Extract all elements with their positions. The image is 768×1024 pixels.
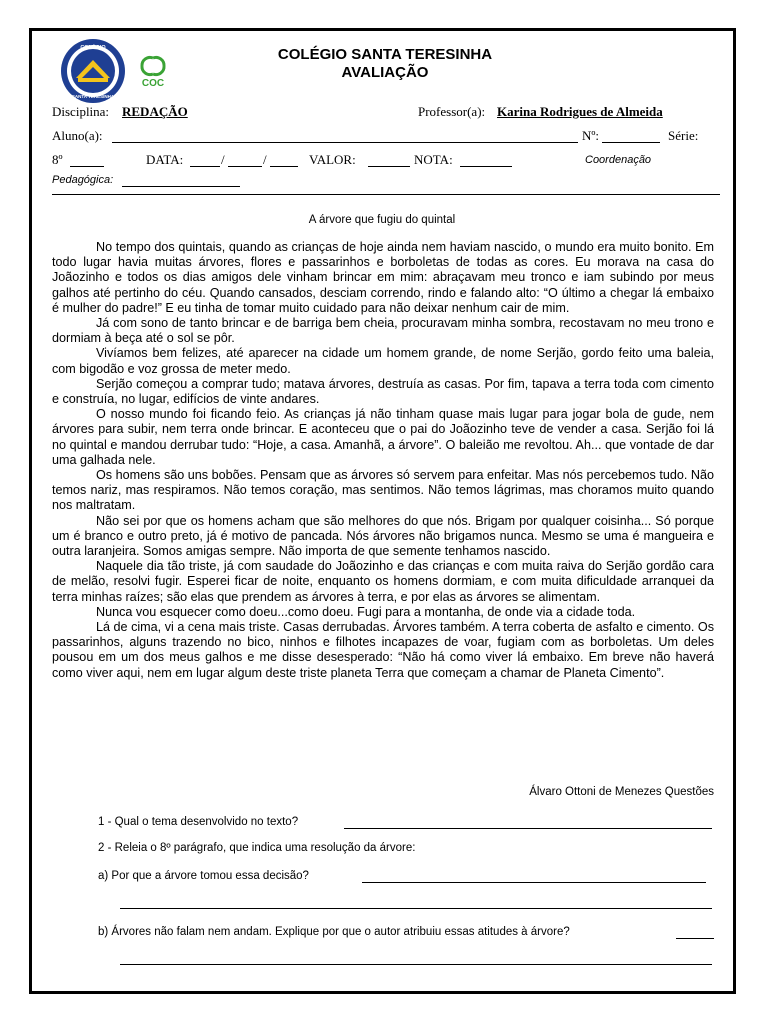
pedagogica-label: Pedagógica: [52,174,114,186]
disciplina-label: Disciplina: [52,104,110,119]
serie-value: 8º [52,152,63,167]
school-name: COLÉGIO SANTA TERESINHA [277,46,493,63]
question-2a: a) Por que a árvore tomou essa decisão? [98,870,309,882]
story-paragraph: No tempo dos quintais, quando as crianças de hoje ainda nem haviam nascido, o mundo era muito bonito. Em todo lugar havia muitas árvores, flores e passarinhos e borboletas de todas as cores. Eu morava na casa do Joãozinho e todos os dias amigos dele vinham brincar em mim: abraçavam meu tronco e iam subindo por meus galhos até pertinho do céu. Quando cansados, desciam correndo, rindo e falando alto: “O último a chegar lá embaixo é mulher do padre!” E eu tinha de tomar muito cuidado para não deixar nenhum cair de mim. [52,240,714,315]
question-1: 1 - Qual o tema desenvolvido no texto? [98,816,299,828]
story-paragraph: Naquele dia tão triste, já com saudade do Joãozinho e das crianças e com muita raiva do Serjão gordão cara de melão, resolvi fugir. Esperei ficar de noite, enquanto os homens dormiam, e com muita dificuldade arranquei da terra minhas raízes; são elas que prendem as árvores à terra, e por elas as árvores se alimentam. [52,559,714,604]
pedagogica-field[interactable] [122,186,240,187]
story-paragraph: Lá de cima, vi a cena mais triste. Casas derrubadas. Árvores também. A terra coberta de asfalto e cimento. Os passarinhos, alguns trazendo no bico, ninhos e filhotes incapazes de voar, fugiam com as borboletas. Um deles pousou em um dos meus galhos e me disse desesperado: “Não há como viver lá embaixo. Em breve não haverá como viver aqui, nem em lugar algum deste triste planeta Terra que começam a chamar de Planeta Cimento”. [52,620,714,680]
professor-label: Professor(a): [418,104,486,119]
story-body [52,240,714,681]
serie-field[interactable] [70,166,104,167]
nota-label: NOTA: [414,152,453,167]
story-paragraph: Nunca vou esquecer como doeu...como doeu. Fugi para a montanha, de onde via a cidade toda. [96,604,636,619]
question-2b: b) Árvores não falam nem andam. Explique por que o autor atribuiu essas atitudes à árvore? [98,926,570,938]
question-2a-answer-line[interactable] [362,882,706,883]
question-2: 2 - Releia o 8º parágrafo, que indica uma resolução da árvore: [98,842,416,854]
nota-field[interactable] [460,166,512,167]
data-separator-1: / [221,152,225,167]
data-month-field[interactable] [228,166,262,167]
school-seal-logo [60,38,126,104]
story-paragraph: O nosso mundo foi ficando feio. As crianças já não tinham quase mais lugar para jogar bola de gude, nem árvores para subir, nem terra onde brincar. E aconteceu que o pai do Joãozinho teve de vender a casa. Serjão foi lá no quintal e mandou derrubar tudo: “Hoje, a casa. Amanhã, a árvore”. O baleião me revoltou. Ah... que vontade de dar uma galhada nele. [52,407,714,467]
data-label: DATA: [146,152,184,167]
coc-logo-text: COC [141,78,165,89]
disciplina-value: REDAÇÃO [122,104,188,119]
exam-title: AVALIAÇÃO [341,64,429,81]
numero-label: Nº: [582,128,600,143]
story-paragraph: Vivíamos bem felizes, até aparecer na cidade um homem grande, de nome Serjão, gordo feito uma baleia, com bigodão e voz grossa de meter medo. [52,346,714,376]
aluno-field[interactable] [112,142,578,143]
story-paragraph: Não sei por que os homens acham que são melhores do que nós. Brigam por qualquer coisinha... Só porque um é branco e outro preto, já é motivo de pancada. Nós árvores não brigamos nunca. Mesmo se uma é mangueira e outra laranjeira. Somos amigas sempre. Não importa de que semente tenhamos nascido. [52,513,714,559]
valor-field[interactable] [368,166,410,167]
author-credit: Álvaro Ottoni de Menezes Questões [529,786,714,798]
numero-field[interactable] [602,142,660,143]
story-paragraph: Serjão começou a comprar tudo; matava árvores, destruía as casas. Por fim, tapava a terra toda com cimento e construía, no lugar, edifícios de vinte andares. [52,376,714,407]
serie-label: Série: [668,128,699,143]
story-paragraph: Os homens são uns bobões. Pensam que as árvores só servem para enfeitar. Mas nós percebemos tudo. Não temos nariz, mas respiramos. Não temos coração, mas sentimos. Não temos lágrimas, mas choramos muito quando nos maltratam. [52,468,714,513]
story-title: A árvore que fugiu do quintal [308,214,456,226]
valor-label: VALOR: [309,152,356,167]
header-divider [52,194,720,195]
story-paragraph: Já com sono de tanto brincar e de barriga bem cheia, procuravam minha sombra, recostavam no meu trono e dormiam à beça até o sol se pôr. [52,316,714,346]
svg-text:COLÉGIO: COLÉGIO [80,45,106,51]
coordenacao-label: Coordenação [585,154,652,166]
data-year-field[interactable] [270,166,298,167]
data-day-field[interactable] [190,166,220,167]
question-1-answer-line[interactable] [344,828,712,829]
professor-value: Karina Rodrigues de Almeida [497,104,663,119]
question-2b-answer-line[interactable] [676,938,714,939]
data-separator-2: / [263,152,267,167]
question-2b-answer-line-2[interactable] [120,964,712,965]
question-2a-answer-line-2[interactable] [120,908,712,909]
svg-text:SANTA TERESINHA: SANTA TERESINHA [71,94,115,99]
aluno-label: Aluno(a): [52,128,103,143]
